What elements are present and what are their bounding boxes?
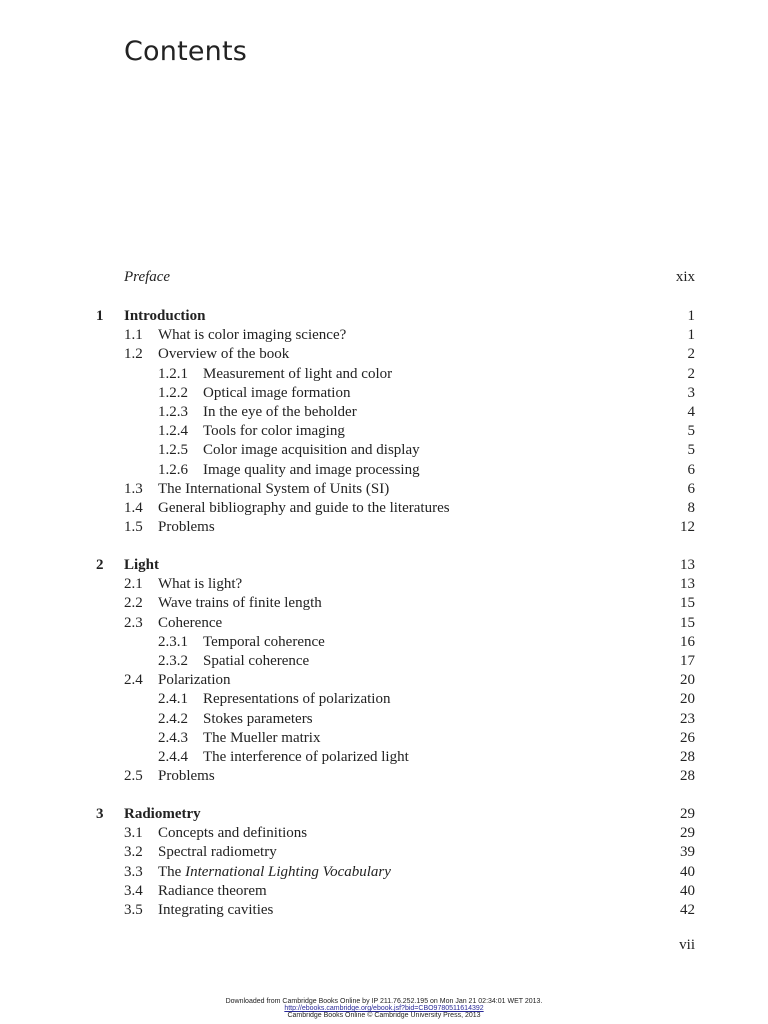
toc-section-row[interactable] — [0, 518, 768, 537]
section-title: Integrating cavities — [158, 902, 274, 918]
section-number: 1.2.3 — [158, 404, 188, 420]
section-page: 28 — [680, 768, 695, 784]
section-number: 2.4 — [124, 672, 143, 688]
footer-link[interactable]: http://ebooks.cambridge.org/ebook.jsf?bid=CBO9780511614392 — [284, 1005, 484, 1012]
toc-subsection-row[interactable] — [0, 461, 768, 480]
toc-section-row[interactable] — [0, 614, 768, 633]
section-page: 20 — [680, 672, 695, 688]
toc-preface-row[interactable] — [0, 268, 768, 287]
page-title: Contents — [124, 36, 248, 67]
chapter-page: 29 — [680, 806, 695, 822]
section-title: Spatial coherence — [203, 653, 310, 669]
section-number: 1.2.4 — [158, 423, 188, 439]
section-number: 2.4.4 — [158, 749, 188, 765]
toc-subsection-row[interactable] — [0, 710, 768, 729]
section-page: 2 — [687, 346, 695, 362]
section-page: 12 — [680, 519, 695, 535]
section-page: 8 — [687, 500, 695, 516]
toc-section-row[interactable] — [0, 843, 768, 862]
chapter-number: 1 — [96, 308, 104, 324]
footer-link-line — [0, 1005, 768, 1012]
toc-subsection-row[interactable] — [0, 729, 768, 748]
section-title-italic: International Lighting Vocabulary — [185, 864, 391, 880]
section-title: Concepts and definitions — [158, 825, 308, 841]
toc-section-row[interactable] — [0, 575, 768, 594]
section-number: 1.5 — [124, 519, 143, 535]
section-page: 5 — [687, 423, 695, 439]
section-page: 39 — [680, 844, 695, 860]
section-page: 6 — [687, 462, 695, 478]
section-title — [158, 863, 391, 882]
toc-section-row[interactable] — [0, 671, 768, 690]
section-title: Image quality and image processing — [203, 462, 420, 478]
toc-subsection-row[interactable] — [0, 748, 768, 767]
toc-section-row[interactable] — [0, 345, 768, 364]
toc-section-row[interactable] — [0, 480, 768, 499]
section-title: Coherence — [158, 615, 223, 631]
toc-section-row[interactable] — [0, 901, 768, 920]
section-number: 2.3.1 — [158, 634, 188, 650]
toc-subsection-row[interactable] — [0, 365, 768, 384]
section-number: 1.1 — [124, 327, 143, 343]
section-page: 20 — [680, 691, 695, 707]
section-title: The Mueller matrix — [203, 730, 321, 746]
section-page: 15 — [680, 615, 695, 631]
section-page: 6 — [687, 481, 695, 497]
section-number: 2.4.1 — [158, 691, 188, 707]
toc-subsection-row[interactable] — [0, 652, 768, 671]
chapter-page: 1 — [687, 308, 695, 324]
toc-section-row[interactable] — [0, 499, 768, 518]
section-page: 15 — [680, 595, 695, 611]
section-page: 3 — [687, 385, 695, 401]
toc-subsection-row[interactable] — [0, 690, 768, 709]
section-number: 1.4 — [124, 500, 143, 516]
toc-subsection-row[interactable] — [0, 441, 768, 460]
section-title: What is light? — [158, 576, 243, 592]
section-title: General bibliography and guide to the literatures — [158, 500, 450, 516]
section-number: 1.2.2 — [158, 385, 188, 401]
toc-chapter-row[interactable] — [0, 805, 768, 824]
toc-section-row[interactable] — [0, 882, 768, 901]
chapter-title: Introduction — [124, 308, 206, 324]
section-title-prefix: The — [158, 864, 186, 880]
section-number: 3.4 — [124, 883, 143, 899]
section-page: 5 — [687, 442, 695, 458]
section-page: 2 — [687, 366, 695, 382]
section-page: 1 — [687, 327, 695, 343]
section-page: 28 — [680, 749, 695, 765]
section-title: Problems — [158, 768, 215, 784]
section-number: 2.1 — [124, 576, 143, 592]
section-page: 4 — [687, 404, 695, 420]
section-number: 1.2 — [124, 346, 143, 362]
section-number: 2.3 — [124, 615, 143, 631]
section-page: 16 — [680, 634, 695, 650]
section-number: 1.3 — [124, 481, 143, 497]
section-title: Temporal coherence — [203, 634, 325, 650]
section-title: In the eye of the beholder — [203, 404, 357, 420]
section-title: Wave trains of finite length — [158, 595, 322, 611]
section-page: 42 — [680, 902, 695, 918]
section-page: 26 — [680, 730, 695, 746]
toc-subsection-row[interactable] — [0, 633, 768, 652]
section-title: The International System of Units (SI) — [158, 481, 390, 497]
section-page: 17 — [680, 653, 695, 669]
section-title: Spectral radiometry — [158, 844, 277, 860]
section-title: The interference of polarized light — [203, 749, 409, 765]
section-title: Measurement of light and color — [203, 366, 393, 382]
footer-copyright: Cambridge Books Online © Cambridge University Press, 2013 — [287, 1012, 481, 1019]
section-number: 3.5 — [124, 902, 143, 918]
toc-subsection-row[interactable] — [0, 403, 768, 422]
section-number: 2.3.2 — [158, 653, 188, 669]
section-page: 40 — [680, 864, 695, 880]
toc-chapter-row[interactable] — [0, 307, 768, 326]
preface-page: xix — [675, 269, 695, 285]
section-page: 29 — [680, 825, 695, 841]
section-page: 23 — [680, 711, 695, 727]
toc-section-row[interactable] — [0, 767, 768, 786]
chapter-title: Light — [124, 557, 160, 573]
toc-subsection-row[interactable] — [0, 384, 768, 403]
page-number-folio: vii — [679, 937, 695, 953]
section-number: 1.2.6 — [158, 462, 188, 478]
chapter-page: 13 — [680, 557, 695, 573]
section-title: Radiance theorem — [158, 883, 267, 899]
toc-chapter-row[interactable] — [0, 556, 768, 575]
toc-section-row[interactable] — [0, 326, 768, 345]
section-title: Overview of the book — [158, 346, 290, 362]
section-title: Tools for color imaging — [203, 423, 345, 439]
preface-label: Preface — [124, 269, 171, 285]
section-title: What is color imaging science? — [158, 327, 347, 343]
section-number: 2.2 — [124, 595, 143, 611]
section-title: Stokes parameters — [203, 711, 313, 727]
section-title: Optical image formation — [203, 385, 351, 401]
section-number: 3.1 — [124, 825, 143, 841]
section-number: 3.2 — [124, 844, 143, 860]
toc-section-row[interactable] — [0, 594, 768, 613]
section-title: Representations of polarization — [203, 691, 391, 707]
section-number: 2.5 — [124, 768, 143, 784]
section-number: 2.4.2 — [158, 711, 188, 727]
section-page: 40 — [680, 883, 695, 899]
chapter-title: Radiometry — [124, 806, 201, 822]
toc-section-row[interactable] — [0, 863, 768, 882]
toc-subsection-row[interactable] — [0, 422, 768, 441]
chapter-number: 3 — [96, 806, 104, 822]
footer-download-notice: Downloaded from Cambridge Books Online by IP 211.76.252.195 on Mon Jan 21 02:34:01 WET 2013. — [225, 998, 543, 1005]
section-number: 2.4.3 — [158, 730, 188, 746]
toc-section-row[interactable] — [0, 824, 768, 843]
section-title: Problems — [158, 519, 215, 535]
section-title: Polarization — [158, 672, 231, 688]
section-number: 3.3 — [124, 864, 143, 880]
section-page: 13 — [680, 576, 695, 592]
section-number: 1.2.5 — [158, 442, 188, 458]
section-number: 1.2.1 — [158, 366, 188, 382]
chapter-number: 2 — [96, 557, 104, 573]
section-title: Color image acquisition and display — [203, 442, 420, 458]
